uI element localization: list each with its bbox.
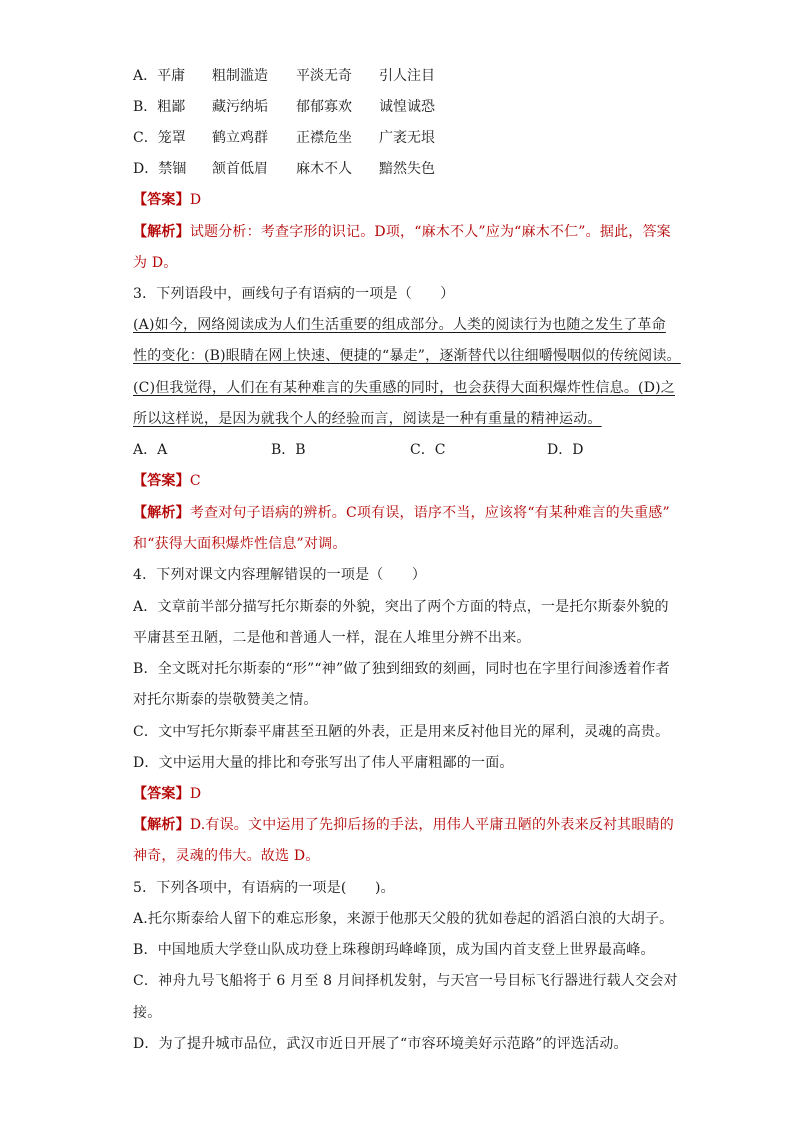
analysis-label: 【解析】 (133, 224, 190, 240)
option-term: 平淡无奇 (296, 68, 352, 84)
q3-passage-line-1: (A)如今，网络阅读成为人们生活重要的组成部分。人类的阅读行为也随之发生了革命 (133, 317, 666, 333)
analysis-label: 【解析】 (133, 505, 190, 521)
q2-analysis-line-2: 为 D。 (133, 255, 178, 271)
option-term: 广袤无垠 (379, 130, 435, 146)
q5-option-b: B．中国地质大学登山队成功登上珠穆朗玛峰峰顶，成为国内首支登上世界最高峰。 (133, 942, 655, 958)
answer-label: 【答案】 (133, 192, 190, 208)
q3-option-a: A．A (133, 442, 168, 458)
q3-stem: 3．下列语段中，画线句子有语病的一项是（ ） (133, 286, 455, 302)
q3-passage-line-3: (C)但我觉得，人们在有某种难言的失重感的同时，也会获得大面积爆炸性信息。(D)之 (133, 380, 675, 396)
option-term: 郁郁寡欢 (296, 99, 352, 115)
option-term: 诚惶诚恐 (379, 99, 435, 115)
answer-label: 【答案】 (133, 786, 190, 802)
q3-option-c: C．C (410, 442, 446, 458)
analysis-text: D.有误。文中运用了先抑后扬的手法，用伟人平庸丑陋的外表来反衬其眼睛的 (189, 817, 674, 833)
q3-option-d: D．D (547, 442, 584, 458)
option-term: C．笼罩 (133, 130, 186, 146)
q4-option-d: D．文中运用大量的排比和夸张写出了伟人平庸粗鄙的一面。 (133, 755, 514, 771)
q5-option-c-line-2: 接。 (133, 1005, 162, 1021)
answer-value: C (189, 473, 201, 489)
q3-passage-line-4: 所以这样说，是因为就我个人的经验而言，阅读是一种有重量的精神运动。 (133, 411, 602, 427)
q4-answer (133, 784, 201, 804)
option-term: D．禁锢 (133, 161, 187, 177)
q5-stem: 5．下列各项中，有语病的一项是( )。 (133, 880, 395, 896)
analysis-text: 试题分析：考查字形的识记。D项，“麻木不人”应为“麻木不仁”。据此，答案 (189, 224, 671, 240)
q4-option-b-line-2: 对托尔斯泰的崇敬赞美之情。 (133, 692, 318, 708)
q4-option-a-line-2: 平庸甚至丑陋，二是他和普通人一样，混在人堆里分辨不出来。 (133, 630, 531, 646)
option-term: 正襟危坐 (296, 130, 352, 146)
option-term: 藏污纳垢 (212, 99, 268, 115)
option-term: B．粗鄙 (133, 99, 186, 115)
q3-answer (133, 471, 201, 491)
q3-analysis-line-1 (133, 503, 670, 523)
q2-analysis-line-1 (133, 222, 671, 242)
option-term: A．平庸 (133, 68, 186, 84)
answer-label: 【答案】 (133, 473, 190, 489)
q4-stem: 4．下列对课文内容理解错误的一项是（ ） (133, 567, 427, 583)
answer-value: D (189, 192, 202, 208)
q3-option-b: B．B (271, 442, 306, 458)
q2-answer (133, 190, 201, 210)
q5-option-c-line-1: C．神舟九号飞船将于 6 月至 8 月间择机发射，与天宫一号目标飞行器进行载人交会对 (133, 973, 678, 989)
option-term: 颔首低眉 (212, 161, 268, 177)
q4-analysis-line-2: 神奇，灵魂的伟大。故选 D。 (133, 848, 320, 864)
q4-option-a-line-1: A．文章前半部分描写托尔斯泰的外貌，突出了两个方面的特点，一是托尔斯泰外貌的 (133, 599, 669, 615)
option-term: 引人注目 (379, 68, 435, 84)
option-term: 黯然失色 (379, 161, 435, 177)
analysis-label: 【解析】 (133, 817, 190, 833)
q3-analysis-line-2: 和“获得大面积爆炸性信息”对调。 (133, 536, 347, 552)
analysis-text: 考查对句子语病的辨析。C项有误，语序不当，应该将“有某种难言的失重感” (189, 505, 670, 521)
q5-option-d: D．为了提升城市品位，武汉市近日开展了“市容环境美好示范路”的评选活动。 (133, 1036, 628, 1052)
q5-option-a: A.托尔斯泰给人留下的难忘形象，来源于他那天父般的犹如卷起的滔滔白浪的大胡子。 (133, 911, 674, 927)
q4-analysis-line-1 (133, 815, 674, 835)
option-term: 粗制滥造 (212, 68, 268, 84)
q4-option-b-line-1: B．全文既对托尔斯泰的“形”“神”做了独到细致的刻画，同时也在字里行间渗透着作者 (133, 661, 670, 677)
q4-option-c: C．文中写托尔斯泰平庸甚至丑陋的外表，正是用来反衬他目光的犀利，灵魂的高贵。 (133, 724, 670, 740)
option-term: 麻木不人 (296, 161, 352, 177)
option-term: 鹤立鸡群 (212, 130, 268, 146)
answer-value: D (189, 786, 202, 802)
q3-passage-line-2: 性的变化：(B)眼睛在网上快速、便捷的“暴走”，逐渐替代以往细嚼慢咽似的传统阅读。 (133, 348, 681, 364)
